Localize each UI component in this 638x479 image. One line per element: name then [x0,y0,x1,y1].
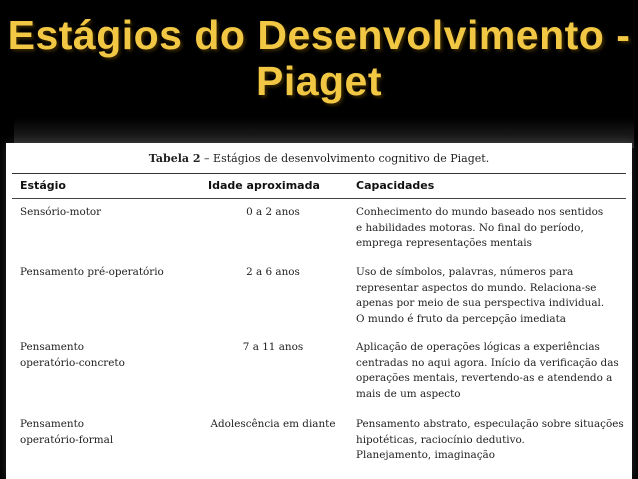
capacity-line: apenas por meio de sua perspectiva individual. [356,297,605,310]
table-row [12,411,626,471]
stage-text: Sensório-motor [20,206,102,218]
capacity-line: Uso de símbolos, palavras, números para [356,266,574,278]
stage-text: operatório-concreto [20,356,125,369]
slide-title-line-2: Piaget [255,58,383,104]
slide-title-line-1: Estágios do Desenvolvimento - [7,12,631,58]
row-capacities [356,417,626,464]
capacity-line: Pensamento abstrato, especulação sobre situações [356,418,624,430]
stage-text: Pensamento [20,341,85,353]
caption-text: – Estágios de desenvolvimento cognitivo de Piaget. [200,152,490,165]
capacity-line: operações mentais, revertendo-as e atendendo a [356,372,613,385]
capacity-line: representar aspectos do mundo. Relaciona-se [356,281,597,294]
capacity-line: hipotéticas, raciocínio dedutivo. [356,433,525,446]
capacity-line: centradas no aqui agora. Início da verificação das [356,356,619,369]
stage-text: operatório-formal [20,433,114,446]
table-row [12,334,626,411]
stage-text: Pensamento [20,418,85,430]
row-stage [20,340,200,371]
table-header-row [12,173,626,199]
row-age: 2 a 6 anos [246,266,300,278]
capacity-line: Conhecimento do mundo baseado nos sentidos [356,206,604,218]
capacity-line: O mundo é fruto da percepção imediata [356,312,566,325]
capacity-line: e habilidades motoras. No final do período, [356,221,584,234]
stages-table [12,173,626,471]
capacity-line: mais de um aspecto [356,387,461,400]
row-stage [20,205,200,221]
row-stage [20,417,200,448]
table-row [12,199,626,259]
row-age: 0 a 2 anos [246,206,300,218]
row-age: Adolescência em diante [210,418,336,430]
capacity-line: Planejamento, imaginação [356,449,496,462]
table-row [12,259,626,334]
header-capacities: Capacidades [356,179,435,192]
row-capacities [356,340,626,402]
row-capacities [356,265,626,327]
table-card [6,143,632,479]
table-caption [6,152,632,165]
capacity-line: emprega representações mentais [356,237,532,250]
stage-text: Pensamento pré-operatório [20,266,164,278]
caption-label: Tabela 2 [148,152,201,165]
slide-title [0,12,638,104]
row-age: 7 a 11 anos [242,341,304,353]
row-capacities [356,205,626,252]
header-age: Idade aproximada [208,179,320,192]
header-stage: Estágio [20,179,66,192]
capacity-line: Aplicação de operações lógicas a experiências [356,341,600,353]
row-stage [20,265,200,281]
